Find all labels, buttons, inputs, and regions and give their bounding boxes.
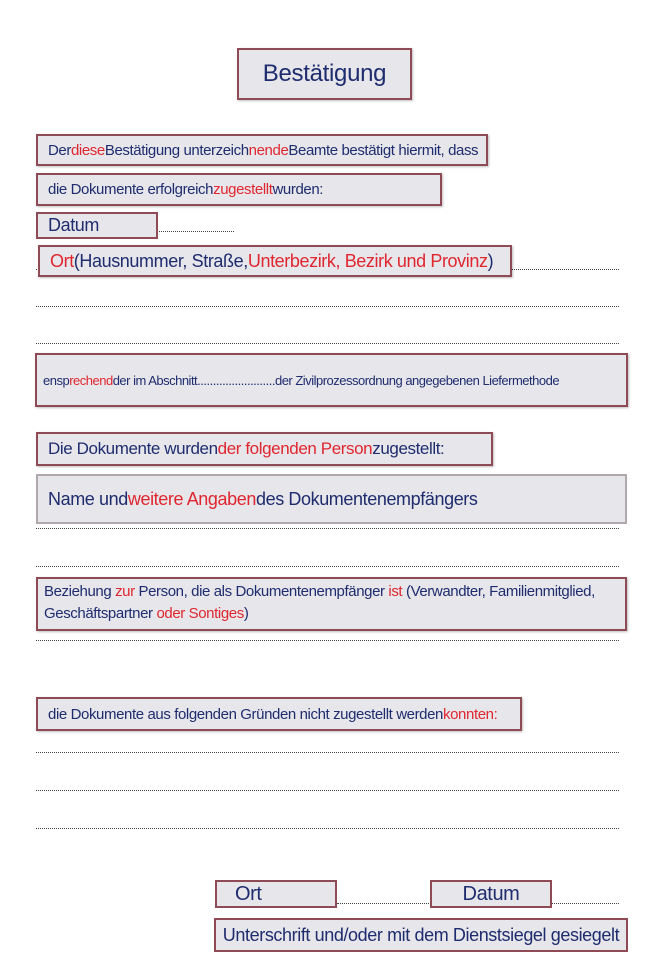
ort-text-3: Unterbezirk, Bezirk und Provinz: [247, 250, 488, 271]
dotted-line: [36, 828, 619, 829]
method-text-3: der im Abschnitt.........................der Zivilprozessordnung angegebenen Liefermethode: [112, 372, 560, 388]
person-line: [36, 432, 493, 466]
relation-text-6: oder Sontiges: [156, 605, 244, 622]
ort-text-4: ): [487, 250, 494, 271]
signature-text: Unterschrift und/oder mit dem Dienstsiegel gesiegelt: [222, 924, 620, 945]
method-line: [35, 353, 628, 407]
relation-text-5: (Verwandter, Familienmitglied, Geschäftspartner: [44, 583, 595, 622]
delivered-text-1: die Dokumente erfolgreich: [48, 181, 214, 198]
dotted-line: [36, 343, 619, 344]
dotted-line: [36, 752, 619, 753]
dotted-line: [36, 566, 619, 567]
signature-label: [214, 918, 628, 952]
person-text-1: Die Dokumente wurden: [48, 439, 218, 458]
ort-text-2: (Hausnummer, Straße,: [73, 250, 248, 271]
footer-ort-text: Ort: [235, 882, 262, 905]
method-text-2: rechend: [69, 372, 113, 388]
datum-label: [36, 212, 158, 239]
recipient-name-line: [36, 474, 627, 524]
person-text-3: zugestellt:: [372, 439, 445, 458]
datum-label-text: Datum: [48, 215, 100, 235]
footer-datum-text: Datum: [462, 882, 520, 905]
delivered-text-2: zugestellt: [213, 181, 273, 198]
delivered-line: [36, 173, 442, 206]
dotted-line: [36, 790, 619, 791]
intro-text-1: Der: [48, 141, 71, 159]
intro-line: [36, 134, 488, 166]
intro-text-2: diese: [70, 141, 105, 159]
relation-text-4: ist: [388, 583, 403, 600]
name-text-1: Name und: [48, 488, 128, 509]
relation-text-1: Beziehung: [44, 583, 116, 600]
relation-text-3: Person, die als Dokumentenempfänger: [134, 583, 389, 600]
footer-ort-dotted-line: [337, 903, 429, 904]
reasons-text-2: konnten:: [443, 705, 498, 723]
intro-text-5: Beamte bestätigt hiermit, dass: [288, 141, 479, 159]
person-text-2: der folgenden Person: [217, 439, 373, 458]
footer-ort-label: [215, 880, 337, 908]
footer-datum-dotted-line: [552, 903, 619, 904]
intro-text-3: Bestätigung unterzeich: [104, 141, 249, 159]
dotted-line: [36, 640, 619, 641]
intro-text-4: nende: [248, 141, 289, 159]
delivered-text-3: wurden:: [272, 181, 324, 198]
page-title-text: Bestätigung: [262, 60, 387, 87]
method-text-1: ensp: [43, 372, 70, 388]
relation-text-7: ): [243, 605, 249, 622]
reasons-line: [36, 697, 522, 731]
page-title: [237, 48, 412, 100]
name-text-2: weitere Angaben: [127, 488, 256, 509]
name-text-3: des Dokumentenempfängers: [255, 488, 478, 509]
datum-dotted-line: [159, 231, 234, 232]
ort-line: [38, 245, 512, 277]
dotted-line: [36, 528, 619, 529]
relation-line: [36, 577, 627, 631]
dotted-line: [36, 306, 619, 307]
ort-text-1: Ort: [50, 250, 74, 271]
footer-datum-label: [430, 880, 552, 908]
relation-text-2: zur: [115, 583, 135, 600]
reasons-text-1: die Dokumente aus folgenden Gründen nicht zugestellt werden: [48, 705, 444, 723]
